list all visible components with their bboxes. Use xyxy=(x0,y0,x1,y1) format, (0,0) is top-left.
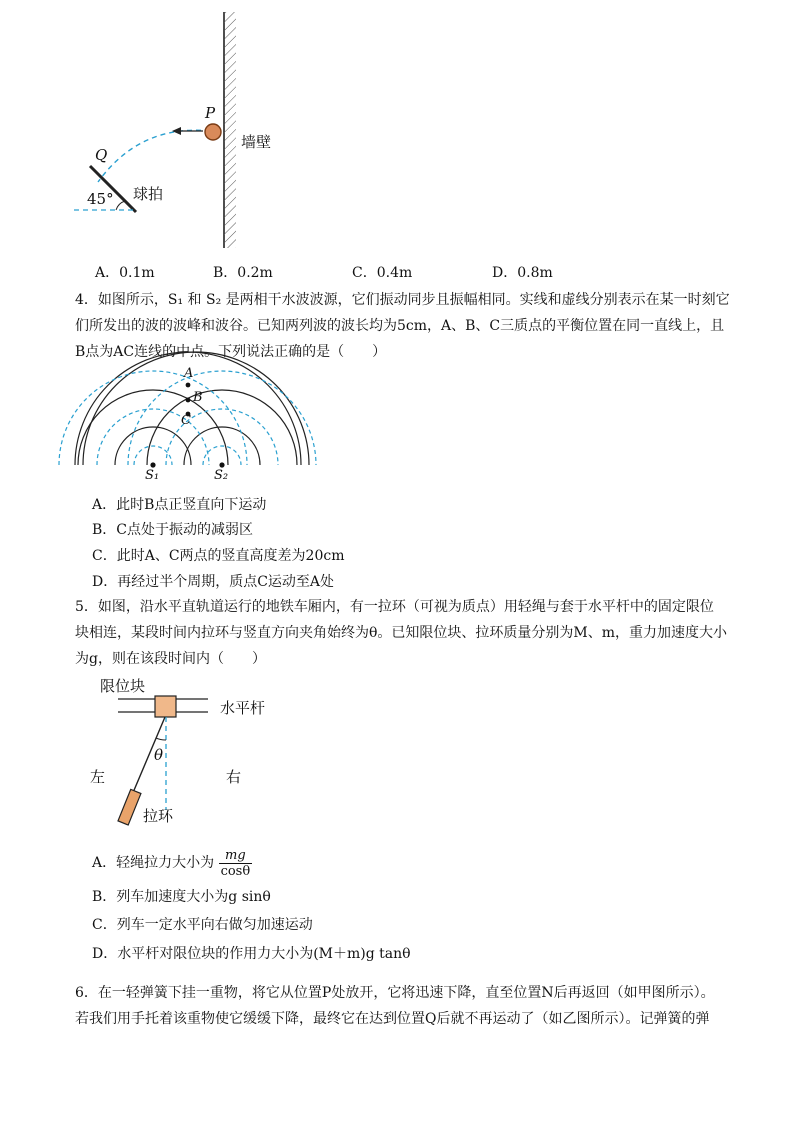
label-racket: 球拍 xyxy=(133,185,164,203)
wall-hatch xyxy=(224,12,236,248)
point-b xyxy=(186,398,191,403)
q4-option-d[interactable]: D．再经过半个周期，质点C运动至A处 xyxy=(92,574,335,590)
ball-p xyxy=(205,124,221,140)
source-s2 xyxy=(219,462,224,467)
trough-s2-r3 xyxy=(128,371,316,465)
q4-wave-figure xyxy=(0,362,800,492)
trough-s1-r3 xyxy=(59,371,247,465)
q3-option-a[interactable]: A．0.1m xyxy=(95,265,155,281)
q5-option-a-fraction xyxy=(219,848,253,879)
q3-option-b[interactable]: B．0.2m xyxy=(213,265,273,281)
label-limit-block: 限位块 xyxy=(100,677,146,695)
trough-s2-r1 xyxy=(203,446,241,465)
crest-s2-r3 xyxy=(83,352,309,465)
label-ring: 拉环 xyxy=(143,807,174,825)
q5-option-a-prefix: A．轻绳拉力大小为 xyxy=(92,855,215,871)
label-angle: 45° xyxy=(87,190,114,208)
label-c: C xyxy=(181,413,191,428)
q3-option-c[interactable]: C．0.4m xyxy=(352,265,413,281)
label-rod: 水平杆 xyxy=(220,699,266,717)
q3-figure xyxy=(0,0,800,260)
q5-stem-line1: 5．如图，沿水平直轨道运行的地铁车厢内，有一拉环（可视为质点）用轻绳与套于水平杆中的固定限位 xyxy=(75,599,714,615)
label-right: 右 xyxy=(226,768,242,786)
ball-trajectory xyxy=(98,130,210,182)
label-theta: θ xyxy=(154,746,164,764)
label-p: P xyxy=(205,104,216,122)
q5-stem-line2: 块相连，某段时间内拉环与竖直方向夹角始终为θ。已知限位块、拉环质量分别为M、m，重力加速度大小 xyxy=(75,625,728,641)
label-b: B xyxy=(193,390,203,405)
q5-stem-line3: 为g，则在该段时间内（ ） xyxy=(75,651,266,667)
q3-option-d[interactable]: D．0.8m xyxy=(492,265,553,281)
limit-block xyxy=(155,696,176,717)
label-s1: S₁ xyxy=(145,468,160,483)
q6-stem-line1: 6．在一轻弹簧下挂一重物，将它从位置P处放开，它将迅速下降，直至位置N后再返回（如甲图所示）。 xyxy=(75,985,715,1001)
q4-option-c[interactable]: C．此时A、C两点的竖直高度差为20cm xyxy=(92,548,345,564)
label-a: A xyxy=(184,366,194,381)
fraction-numerator: mg xyxy=(219,848,253,864)
label-s2: S₂ xyxy=(214,468,229,483)
q4-stem-line1: 4．如图所示，S₁ 和 S₂ 是两相干水波波源，它们振动同步且振幅相同。实线和虚线分别表示在某一时刻它 xyxy=(75,292,730,308)
q4-stem-line2: 们所发出的波的波峰和波谷。已知两列波的波长均为5cm，A、B、C三质点的平衡位置在同一直线上，且 xyxy=(75,318,725,334)
label-left: 左 xyxy=(90,768,106,786)
label-q: Q xyxy=(95,146,108,164)
q6-stem-line2: 若我们用手托着该重物使它缓缓下降，最终它在达到位置Q后就不再运动了（如乙图所示）。记弹簧的弹 xyxy=(75,1011,710,1027)
label-wall: 墙壁 xyxy=(241,133,272,151)
pull-ring xyxy=(118,789,141,825)
fraction-denominator: cosθ xyxy=(220,863,251,879)
q5-option-a[interactable] xyxy=(92,846,252,880)
q5-option-b[interactable]: B．列车加速度大小为g sinθ xyxy=(92,889,271,905)
q4-option-a[interactable]: A．此时B点正竖直向下运动 xyxy=(92,497,267,513)
q4-stem-line3: B点为AC连线的中点。下列说法正确的是（ ） xyxy=(75,344,387,360)
source-s1 xyxy=(150,462,155,467)
q5-option-d[interactable]: D．水平杆对限位块的作用力大小为(M＋m)g tanθ xyxy=(92,946,411,962)
point-a xyxy=(186,383,191,388)
theta-arc xyxy=(156,738,166,740)
q4-option-b[interactable]: B．C点处于振动的减弱区 xyxy=(92,522,253,538)
q5-option-c[interactable]: C．列车一定水平向右做匀加速运动 xyxy=(92,917,313,933)
angle-arc xyxy=(116,201,125,210)
arrow-head xyxy=(172,127,181,135)
